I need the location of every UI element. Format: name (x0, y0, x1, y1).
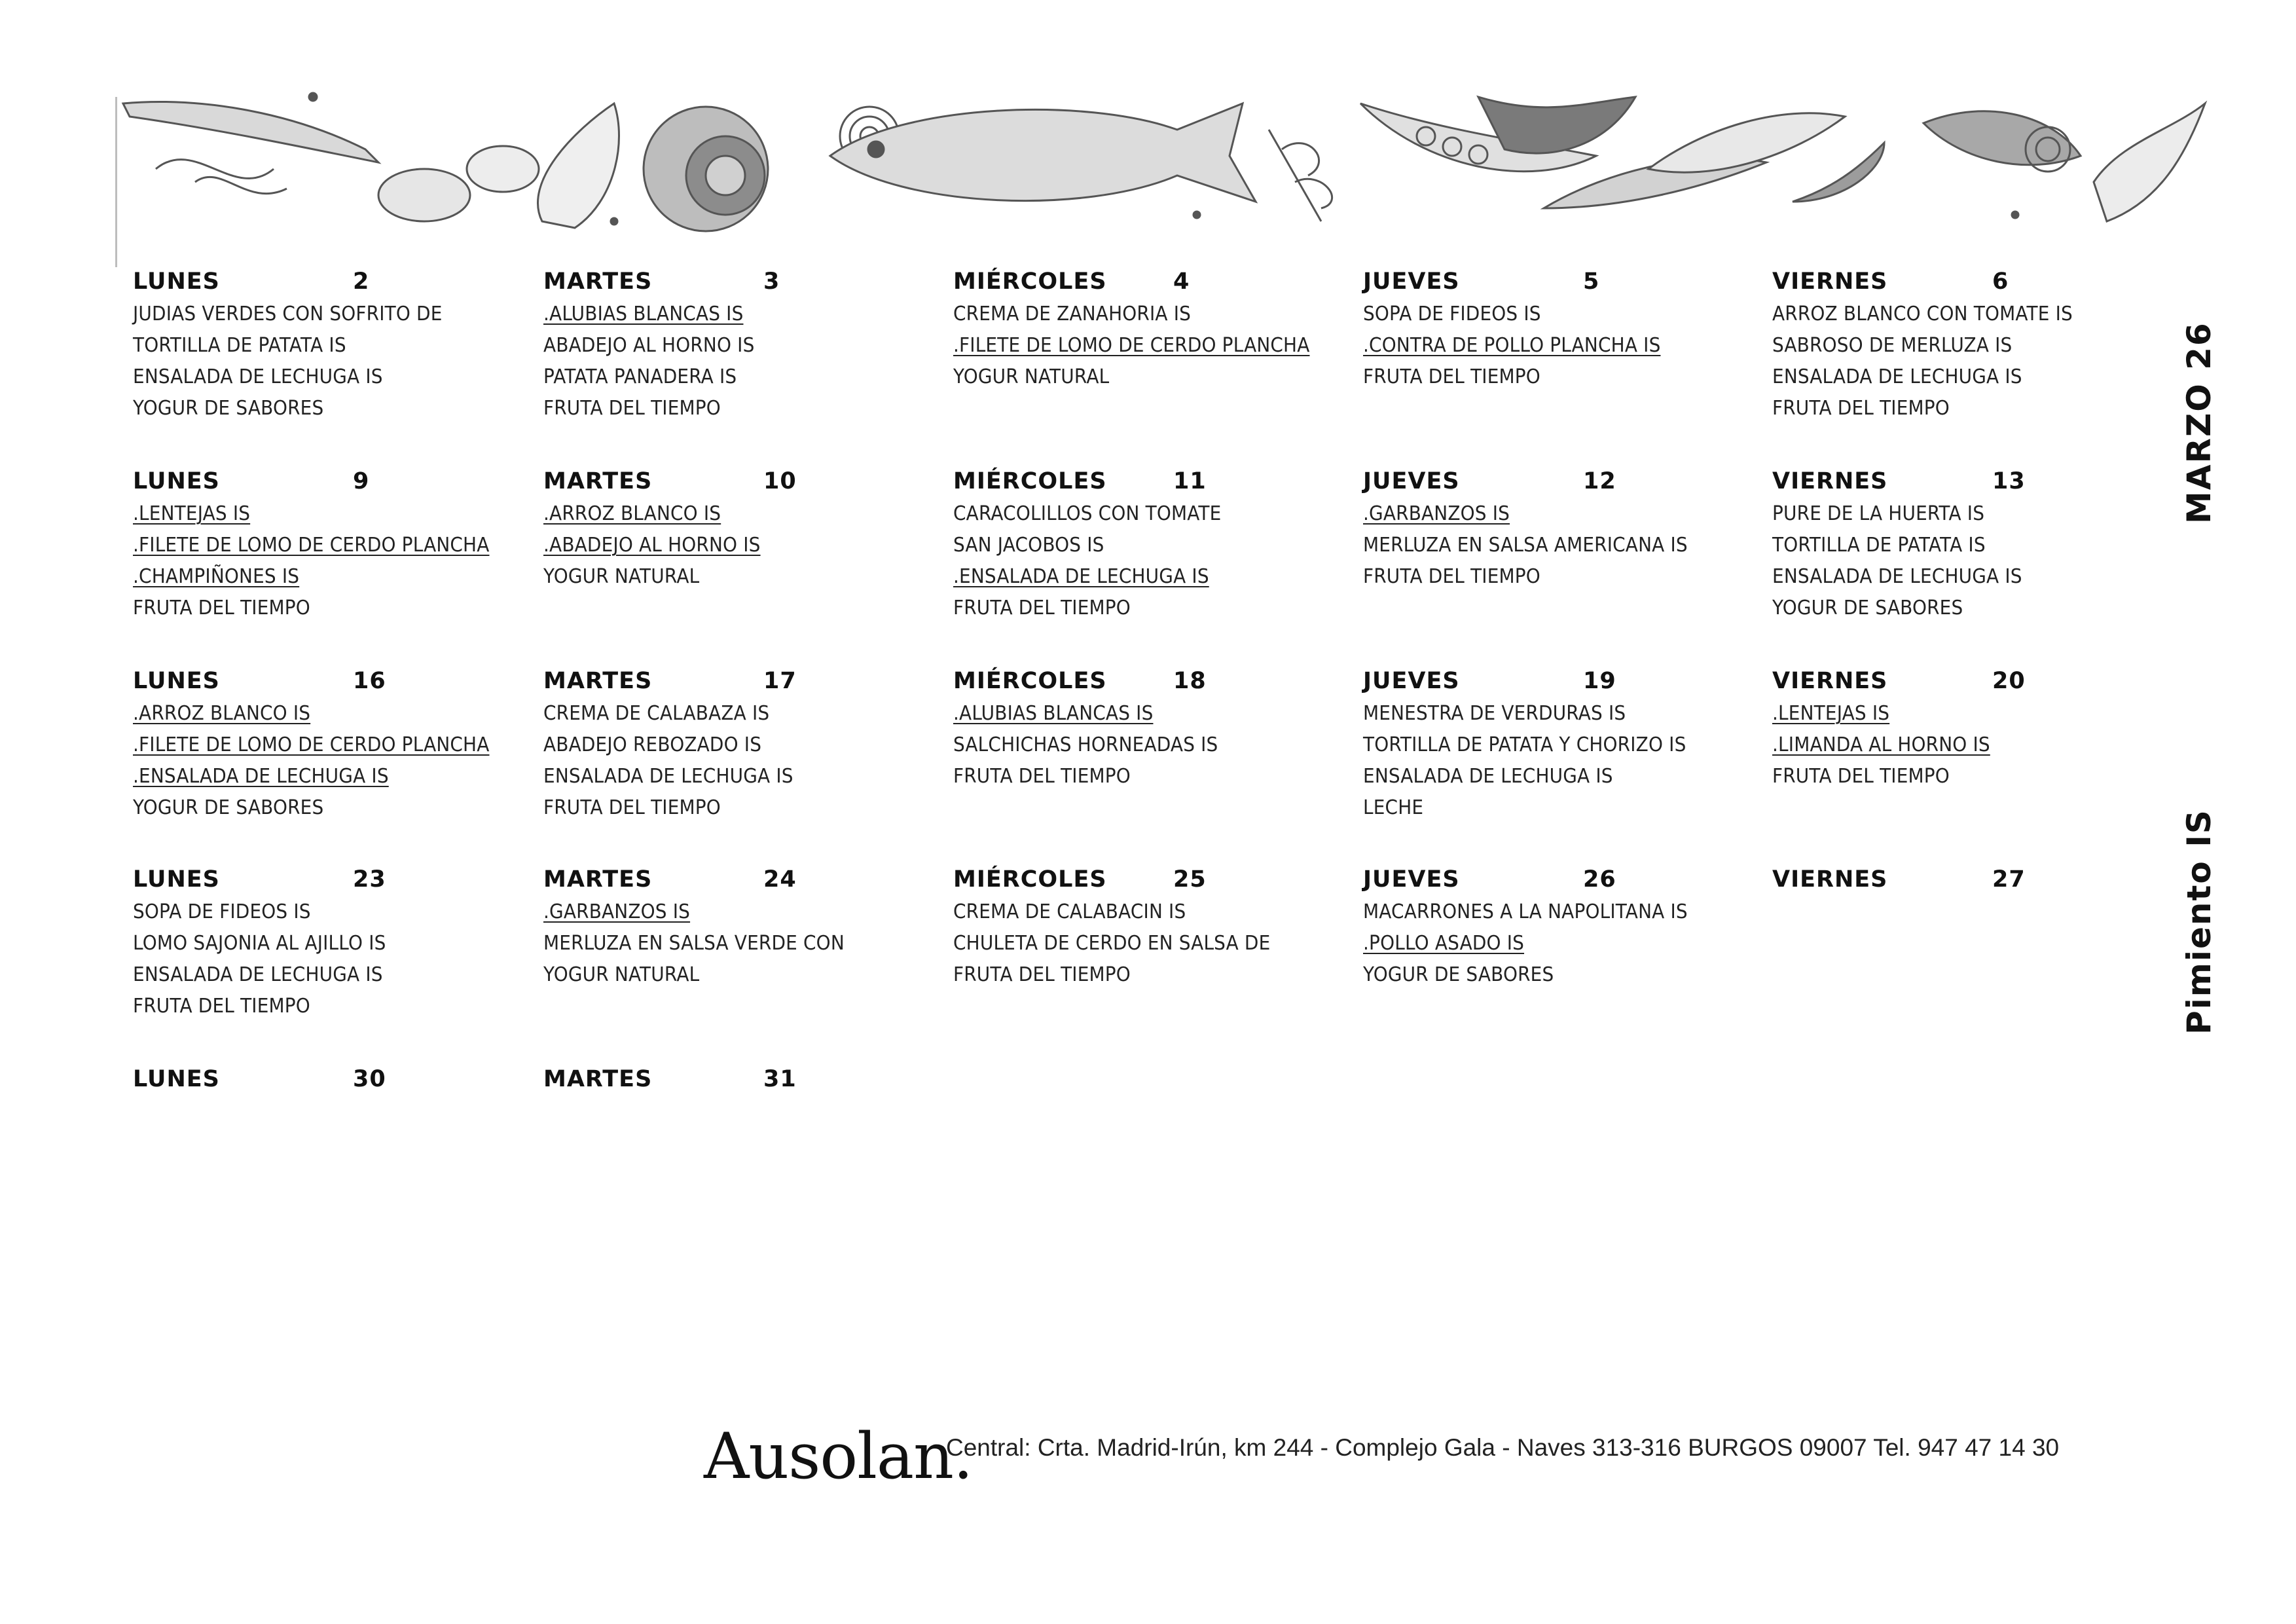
day-number: 5 (1583, 268, 1600, 295)
day-name: JUEVES (1363, 468, 1460, 494)
menu-item: MERLUZA EN SALSA VERDE CON (543, 932, 845, 955)
day-number: 2 (353, 268, 370, 295)
day-header (543, 1066, 949, 1096)
day-header (1363, 866, 1769, 896)
day-name: JUEVES (1363, 268, 1460, 295)
menu-item: YOGUR NATURAL (953, 365, 1110, 388)
menu-item: ENSALADA DE LECHUGA IS (1772, 365, 2022, 388)
allergen-label: Pimiento IS (2180, 809, 2218, 1035)
day-header (1363, 268, 1769, 299)
menu-item: FRUTA DEL TIEMPO (1363, 365, 1540, 388)
day-name: VIERNES (1772, 668, 1888, 694)
menu-item: FRUTA DEL TIEMPO (1363, 565, 1540, 588)
day-header (133, 1066, 539, 1096)
menu-item: .CONTRA DE POLLO PLANCHA IS (1363, 334, 1661, 357)
menu-item: YOGUR DE SABORES (133, 796, 324, 819)
month-label: MARZO 26 (2180, 322, 2218, 524)
menu-item: ENSALADA DE LECHUGA IS (133, 365, 383, 388)
day-number: 10 (763, 468, 797, 494)
day-header (133, 268, 539, 299)
day-cell (543, 468, 949, 593)
day-cell (1363, 468, 1769, 593)
day-header (1772, 668, 2178, 698)
menu-item: ABADEJO REBOZADO IS (543, 733, 762, 756)
day-cell (543, 1066, 949, 1096)
day-cell (953, 866, 1359, 991)
menu-item: FRUTA DEL TIEMPO (133, 597, 310, 619)
day-name: MARTES (543, 268, 653, 295)
day-cell (1772, 268, 2178, 424)
day-name: VIERNES (1772, 866, 1888, 893)
day-name: VIERNES (1772, 268, 1888, 295)
menu-item: .ARROZ BLANCO IS (133, 702, 311, 725)
menu-item: FRUTA DEL TIEMPO (543, 397, 721, 420)
day-header (133, 866, 539, 896)
day-header (953, 468, 1359, 498)
menu-item: .LIMANDA AL HORNO IS (1772, 733, 1990, 756)
day-cell (133, 866, 539, 1022)
day-header (543, 866, 949, 896)
menu-item: SAN JACOBOS IS (953, 534, 1104, 557)
menu-item: FRUTA DEL TIEMPO (133, 995, 310, 1018)
menu-item: .LENTEJAS IS (1772, 702, 1890, 725)
day-header (1772, 866, 2178, 896)
day-header (133, 668, 539, 698)
day-number: 25 (1173, 866, 1207, 893)
menu-item: TORTILLA DE PATATA IS (1772, 534, 1986, 557)
menu-item: TORTILLA DE PATATA Y CHORIZO IS (1363, 733, 1686, 756)
menu-item: .POLLO ASADO IS (1363, 932, 1525, 955)
menu-item: .ALUBIAS BLANCAS IS (543, 303, 744, 325)
menu-item: ENSALADA DE LECHUGA IS (543, 765, 793, 788)
menu-item: .GARBANZOS IS (1363, 502, 1510, 525)
menu-item: MERLUZA EN SALSA AMERICANA IS (1363, 534, 1688, 557)
day-name: MIÉRCOLES (953, 268, 1107, 295)
menu-item: YOGUR DE SABORES (1772, 597, 1963, 619)
menu-item: CREMA DE ZANAHORIA IS (953, 303, 1192, 325)
menu-item: ENSALADA DE LECHUGA IS (1772, 565, 2022, 588)
day-cell (953, 268, 1359, 393)
day-number: 19 (1583, 668, 1616, 694)
menu-item: YOGUR NATURAL (543, 963, 700, 986)
day-header (1772, 468, 2178, 498)
day-name: MIÉRCOLES (953, 668, 1107, 694)
day-header (543, 668, 949, 698)
day-header (1772, 268, 2178, 299)
day-header (1363, 668, 1769, 698)
menu-item: CREMA DE CALABAZA IS (543, 702, 770, 725)
day-cell (1363, 268, 1769, 393)
day-header (543, 468, 949, 498)
menu-item: CARACOLILLOS CON TOMATE (953, 502, 1222, 525)
menu-item: .ARROZ BLANCO IS (543, 502, 721, 525)
day-cell (953, 468, 1359, 624)
menu-item: YOGUR DE SABORES (133, 397, 324, 420)
day-cell (1772, 468, 2178, 624)
day-name: JUEVES (1363, 668, 1460, 694)
day-header (133, 468, 539, 498)
day-cell (133, 268, 539, 424)
menu-item: .ABADEJO AL HORNO IS (543, 534, 761, 557)
day-cell (1772, 866, 2178, 896)
day-cell (1772, 668, 2178, 792)
menu-item: CREMA DE CALABACIN IS (953, 900, 1186, 923)
day-number: 26 (1583, 866, 1616, 893)
menu-item: JUDIAS VERDES CON SOFRITO DE (133, 303, 443, 325)
menu-item: .GARBANZOS IS (543, 900, 691, 923)
menu-item: .LENTEJAS IS (133, 502, 251, 525)
menu-item: FRUTA DEL TIEMPO (543, 796, 721, 819)
day-number: 9 (353, 468, 370, 494)
day-number: 20 (1992, 668, 2026, 694)
day-number: 4 (1173, 268, 1190, 295)
day-number: 11 (1173, 468, 1207, 494)
menu-item: YOGUR NATURAL (543, 565, 700, 588)
menu-item: SOPA DE FIDEOS IS (1363, 303, 1541, 325)
day-name: MARTES (543, 468, 653, 494)
day-name: MIÉRCOLES (953, 866, 1107, 893)
day-number: 24 (763, 866, 797, 893)
day-name: MIÉRCOLES (953, 468, 1107, 494)
day-cell (953, 668, 1359, 792)
menu-item: .ALUBIAS BLANCAS IS (953, 702, 1154, 725)
day-cell (133, 668, 539, 824)
day-name: LUNES (133, 1066, 220, 1092)
day-name: MARTES (543, 668, 653, 694)
day-cell (133, 468, 539, 624)
day-number: 16 (353, 668, 386, 694)
day-name: LUNES (133, 668, 220, 694)
menu-item: FRUTA DEL TIEMPO (953, 765, 1131, 788)
day-number: 27 (1992, 866, 2026, 893)
menu-item: ENSALADA DE LECHUGA IS (133, 963, 383, 986)
day-header (953, 268, 1359, 299)
menu-item: PATATA PANADERA IS (543, 365, 737, 388)
day-cell (543, 866, 949, 991)
menu-item: SALCHICHAS HORNEADAS IS (953, 733, 1218, 756)
day-number: 23 (353, 866, 386, 893)
menu-item: ARROZ BLANCO CON TOMATE IS (1772, 303, 2073, 325)
day-name: MARTES (543, 866, 653, 893)
day-header (953, 668, 1359, 698)
menu-item: PURE DE LA HUERTA IS (1772, 502, 1985, 525)
menu-item: CHULETA DE CERDO EN SALSA DE (953, 932, 1271, 955)
day-number: 18 (1173, 668, 1207, 694)
day-header (1363, 468, 1769, 498)
menu-item: SABROSO DE MERLUZA IS (1772, 334, 2013, 357)
day-number: 3 (763, 268, 780, 295)
menu-item: MACARRONES A LA NAPOLITANA IS (1363, 900, 1688, 923)
menu-item: SOPA DE FIDEOS IS (133, 900, 311, 923)
menu-item: ABADEJO AL HORNO IS (543, 334, 755, 357)
menu-item: .ENSALADA DE LECHUGA IS (133, 765, 389, 788)
day-name: LUNES (133, 866, 220, 893)
menu-item: MENESTRA DE VERDURAS IS (1363, 702, 1626, 725)
day-number: 30 (353, 1066, 386, 1092)
menu-item: TORTILLA DE PATATA IS (133, 334, 346, 357)
day-name: JUEVES (1363, 866, 1460, 893)
menu-item: .FILETE DE LOMO DE CERDO PLANCHA (133, 534, 490, 557)
day-name: MARTES (543, 1066, 653, 1092)
day-header (543, 268, 949, 299)
day-number: 12 (1583, 468, 1616, 494)
menu-item: FRUTA DEL TIEMPO (1772, 397, 1950, 420)
menu-item: .FILETE DE LOMO DE CERDO PLANCHA (133, 733, 490, 756)
menu-item: LOMO SAJONIA AL AJILLO IS (133, 932, 386, 955)
menu-item: FRUTA DEL TIEMPO (953, 597, 1131, 619)
footer-address: Central: Crta. Madrid-Irún, km 244 - Complejo Gala - Naves 313-316 BURGOS 09007 Tel. 947 47 14 30 (946, 1434, 2060, 1461)
day-name: LUNES (133, 268, 220, 295)
menu-item: YOGUR DE SABORES (1363, 963, 1554, 986)
menu-item: .FILETE DE LOMO DE CERDO PLANCHA (953, 334, 1310, 357)
day-cell (1363, 668, 1769, 824)
ausolan-logo: Ausolan. (704, 1420, 973, 1493)
day-cell (543, 268, 949, 424)
menu-item: FRUTA DEL TIEMPO (1772, 765, 1950, 788)
menu-item: FRUTA DEL TIEMPO (953, 963, 1131, 986)
menu-item: .ENSALADA DE LECHUGA IS (953, 565, 1209, 588)
day-header (953, 866, 1359, 896)
menu-item: ENSALADA DE LECHUGA IS (1363, 765, 1613, 788)
day-cell (1363, 866, 1769, 991)
day-number: 17 (763, 668, 797, 694)
day-number: 6 (1992, 268, 2009, 295)
day-number: 31 (763, 1066, 797, 1092)
day-cell (543, 668, 949, 824)
day-name: VIERNES (1772, 468, 1888, 494)
menu-item: .CHAMPIÑONES IS (133, 565, 300, 588)
day-cell (133, 1066, 539, 1096)
day-name: LUNES (133, 468, 220, 494)
day-number: 13 (1992, 468, 2026, 494)
menu-item: LECHE (1363, 796, 1424, 819)
